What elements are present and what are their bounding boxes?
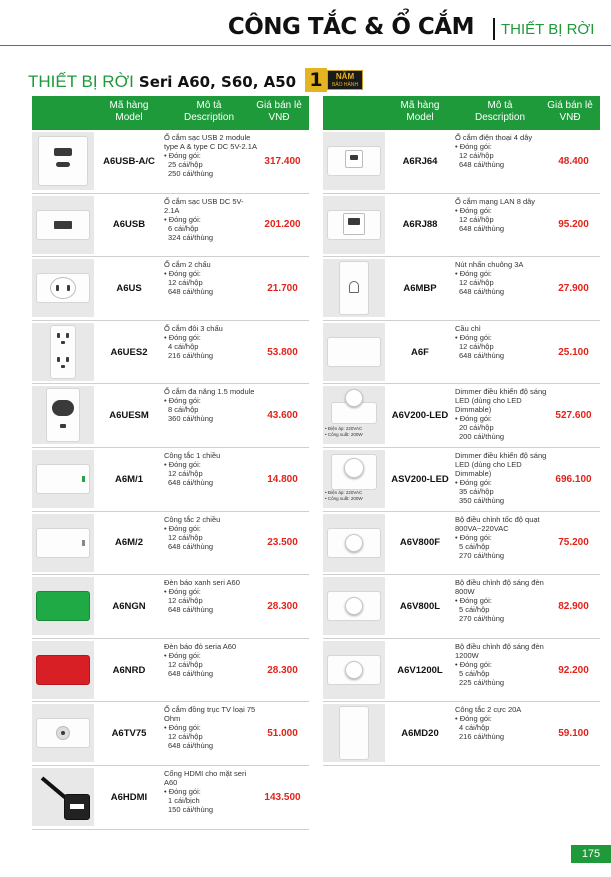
packing-label: • Đóng gói: — [164, 650, 201, 660]
two-pin-socket-icon — [32, 259, 94, 317]
pack-qty: 12 cái/hộp — [459, 341, 494, 351]
pack-qty: 12 cái/hộp — [168, 468, 203, 478]
case-qty: 225 cái/thùng — [459, 677, 505, 687]
case-qty: 250 cái/thùng — [168, 169, 214, 178]
packing-label: • Đóng gói: — [164, 523, 201, 533]
pack-qty: 12 cái/hộp — [168, 596, 203, 606]
col-model-header: Mã hàng Model — [400, 100, 440, 123]
title-divider — [493, 18, 495, 40]
section-series: Seri A60, S60, A50 — [138, 73, 297, 91]
case-qty: 324 cái/thùng — [168, 232, 214, 242]
retail-price: 95.200 — [558, 219, 589, 231]
model-code: A6V1200L — [397, 664, 443, 676]
double-three-pin-socket-icon — [32, 323, 94, 381]
header-rule — [0, 45, 611, 46]
warranty-label-box — [327, 70, 363, 90]
model-code: A6NRD — [112, 664, 146, 676]
model-code: A6USB-A/C — [103, 155, 155, 167]
model-code: A6RJ88 — [402, 219, 438, 231]
product-name: Ổ cắm đôi 3 chấu — [164, 323, 223, 333]
product-description — [164, 451, 258, 487]
lan-jack-icon — [323, 196, 385, 254]
page-header — [0, 14, 611, 44]
product-description — [164, 769, 258, 814]
product-row — [323, 321, 600, 385]
product-name: Đèn báo đỏ seria A60 — [164, 641, 237, 651]
section-label: THIẾT BỊ RỜI — [28, 72, 134, 91]
product-description — [455, 515, 549, 560]
light-dimmer-800w-icon — [323, 577, 385, 635]
product-name: Đèn báo xanh seri A60 — [164, 578, 240, 588]
packing-label: • Đóng gói: — [164, 269, 201, 279]
case-qty: 648 cái/thùng — [168, 605, 214, 615]
case-qty: 648 cái/thùng — [459, 160, 505, 169]
pack-qty: 12 cái/hộp — [459, 278, 494, 288]
model-code: A6HDMI — [110, 791, 148, 803]
two-way-switch-icon — [32, 514, 94, 572]
product-row — [32, 130, 309, 194]
retail-price: 43.600 — [267, 410, 298, 422]
packing-label: • Đóng gói: — [164, 151, 201, 160]
power-note: • Công suất: 200W — [325, 432, 363, 438]
packing-label: • Đóng gói: — [164, 332, 201, 342]
retail-price: 696.100 — [555, 473, 592, 485]
product-description — [164, 705, 258, 750]
one-way-switch-icon — [32, 450, 94, 508]
case-qty: 648 cái/thùng — [168, 477, 214, 487]
retail-price: 28.300 — [267, 600, 298, 612]
product-row — [32, 194, 309, 258]
col-price-header: Giá bán lẻ VNĐ — [256, 100, 302, 123]
case-qty: 270 cái/thùng — [459, 614, 505, 624]
model-code: A6V800L — [399, 600, 441, 612]
table-header — [323, 96, 600, 130]
model-code: A6MD20 — [401, 728, 439, 740]
case-qty: 150 cái/thùng — [168, 804, 214, 814]
col-price-header: Giá bán lẻ VNĐ — [547, 100, 593, 123]
packing-label: • Đóng gói: — [164, 459, 201, 469]
product-row — [32, 575, 309, 639]
case-qty: 270 cái/thùng — [459, 550, 505, 560]
phone-jack-icon — [323, 132, 385, 190]
spec-notes — [325, 490, 363, 502]
case-qty: 648 cái/thùng — [168, 541, 214, 551]
case-qty: 648 cái/thùng — [459, 287, 505, 297]
packing-label: • Đóng gói: — [455, 142, 492, 151]
pack-qty: 1 cái/bịch — [168, 795, 200, 805]
product-table-right — [323, 96, 600, 766]
product-name: Dimmer điều khiển độ sáng LED (dùng cho LED Dimmable) — [455, 450, 547, 478]
spec-notes — [325, 426, 363, 438]
case-qty: 648 cái/thùng — [168, 287, 214, 297]
pack-qty: 20 cái/hộp — [459, 423, 494, 433]
retail-price: 75.200 — [558, 537, 589, 549]
table-header — [32, 96, 309, 130]
product-description — [455, 387, 549, 441]
col-desc-header: Mô tả Description — [474, 100, 526, 123]
retail-price: 317.400 — [264, 155, 301, 167]
packing-label: • Đóng gói: — [455, 205, 492, 215]
model-code: A6TV75 — [111, 728, 147, 740]
product-row — [32, 702, 309, 766]
product-name: Dimmer điều khiển độ sáng LED (dùng cho LED Dimmable) — [455, 387, 547, 415]
product-name: Ổ cắm 2 chấu — [164, 260, 211, 270]
voltage-note: • Điện áp: 220VAC — [325, 489, 363, 495]
warranty-years: 1 — [305, 68, 327, 92]
case-qty: 360 cái/thùng — [168, 414, 214, 424]
model-code: A6UES2 — [110, 346, 148, 358]
product-name: Cổng HDMI cho mặt seri A60 — [164, 768, 247, 787]
product-row — [32, 448, 309, 512]
model-code: A6V800F — [399, 537, 441, 549]
product-name: Ổ cắm đa năng 1.5 module — [164, 387, 255, 397]
packing-label: • Đóng gói: — [164, 214, 201, 224]
packing-label: • Đóng gói: — [455, 477, 492, 487]
product-row — [32, 321, 309, 385]
retail-price: 82.900 — [558, 600, 589, 612]
product-row — [323, 257, 600, 321]
power-note: • Công suất: 200W — [325, 495, 363, 501]
pack-qty: 8 cái/hộp — [168, 405, 199, 415]
product-row — [323, 575, 600, 639]
pack-qty: 12 cái/hộp — [459, 214, 494, 224]
warranty-text: BẢO HÀNH — [331, 82, 359, 88]
product-description — [164, 642, 258, 678]
product-description — [164, 260, 258, 296]
product-row — [32, 257, 309, 321]
retail-price: 27.900 — [558, 282, 589, 294]
retail-price: 59.100 — [558, 728, 589, 740]
pack-qty: 12 cái/hộp — [168, 659, 203, 669]
page-title: CÔNG TẮC & Ổ CẮM — [227, 14, 474, 40]
packing-label: • Đóng gói: — [455, 596, 492, 606]
pack-qty: 12 cái/hộp — [168, 532, 203, 542]
product-name: Nút nhấn chuông 3A — [455, 260, 524, 270]
product-row — [32, 512, 309, 576]
product-name: Ổ cắm điện thoại 4 dây — [455, 133, 533, 142]
retail-price: 51.000 — [267, 728, 298, 740]
product-name: Công tắc 1 chiều — [164, 450, 221, 460]
packing-label: • Đóng gói: — [164, 723, 201, 733]
case-qty: 648 cái/thùng — [168, 741, 214, 751]
pack-qty: 4 cái/hộp — [459, 723, 490, 733]
packing-label: • Đóng gói: — [455, 532, 492, 542]
product-description — [164, 133, 258, 178]
universal-socket-icon — [32, 386, 94, 444]
pack-qty: 12 cái/hộp — [459, 151, 494, 160]
packing-label: • Đóng gói: — [455, 714, 492, 724]
packing-label: • Đóng gói: — [455, 332, 492, 342]
packing-label: • Đóng gói: — [455, 659, 492, 669]
round-led-dimmer-icon — [323, 450, 385, 508]
fuse-icon — [323, 323, 385, 381]
model-code: A6US — [116, 282, 142, 294]
product-table-left — [32, 96, 309, 830]
hdmi-port-icon — [32, 768, 94, 826]
pack-qty: 12 cái/hộp — [168, 732, 203, 742]
product-description — [455, 642, 549, 687]
led-dimmer-icon — [323, 386, 385, 444]
retail-price: 53.800 — [267, 346, 298, 358]
case-qty: 648 cái/thùng — [459, 350, 505, 360]
retail-price: 143.500 — [264, 791, 301, 803]
product-description — [455, 451, 549, 505]
product-description — [164, 515, 258, 551]
pack-qty: 35 cái/hộp — [459, 486, 494, 496]
product-description — [455, 133, 549, 169]
voltage-note: • Điện áp: 220VAC — [325, 426, 363, 432]
warranty-badge — [305, 68, 363, 92]
product-row — [323, 702, 600, 766]
model-code: A6M/2 — [115, 537, 143, 549]
case-qty: 648 cái/thùng — [459, 223, 505, 233]
model-code: A6MBP — [403, 282, 437, 294]
usb-ac-socket-icon — [32, 132, 94, 190]
retail-price: 14.800 — [267, 473, 298, 485]
model-code: A6V200-LED — [391, 410, 449, 422]
product-name: Bộ điều chỉnh độ sáng đèn 800W — [455, 578, 544, 597]
product-name: Ổ cắm đồng trục TV loại 75 Ohm — [164, 705, 256, 724]
packing-label: • Đóng gói: — [164, 587, 201, 597]
page-subtitle: THIẾT BỊ RỜI — [501, 21, 595, 38]
case-qty: 200 cái/thùng — [459, 432, 505, 442]
product-row — [32, 639, 309, 703]
bell-push-button-icon — [323, 259, 385, 317]
retail-price: 21.700 — [267, 282, 298, 294]
warranty-unit: NĂM — [335, 72, 355, 81]
product-name: Ổ cắm sạc USB DC 5V-2.1A — [164, 196, 244, 215]
product-name: Cầu chì — [455, 323, 481, 333]
product-name: Ổ cắm mạng LAN 8 dây — [455, 196, 536, 206]
product-row — [32, 384, 309, 448]
pack-qty: 12 cái/hộp — [168, 278, 203, 288]
product-description — [455, 705, 549, 741]
green-indicator-icon — [32, 577, 94, 635]
product-row — [323, 384, 600, 448]
case-qty: 350 cái/thùng — [459, 495, 505, 505]
retail-price: 25.100 — [558, 346, 589, 358]
product-description — [164, 197, 258, 242]
red-indicator-icon — [32, 641, 94, 699]
packing-label: • Đóng gói: — [455, 414, 492, 424]
usb-socket-icon — [32, 196, 94, 254]
pack-qty: 25 cái/hộp — [168, 160, 203, 169]
case-qty: 216 cái/thùng — [168, 350, 214, 360]
model-code: A6UESM — [109, 410, 149, 422]
col-desc-header: Mô tả Description — [183, 100, 235, 123]
packing-label: • Đóng gói: — [455, 269, 492, 279]
retail-price: 92.200 — [558, 664, 589, 676]
double-pole-switch-icon — [323, 704, 385, 762]
page-number: 175 — [571, 845, 611, 863]
pack-qty: 5 cái/hộp — [459, 541, 490, 551]
packing-label: • Đóng gói: — [164, 786, 201, 796]
retail-price: 48.400 — [558, 155, 589, 167]
pack-qty: 6 cái/hộp — [168, 223, 199, 233]
product-name: Bộ điều chỉnh độ sáng đèn 1200W — [455, 641, 544, 660]
retail-price: 23.500 — [267, 537, 298, 549]
model-code: A6F — [411, 346, 429, 358]
product-row — [323, 448, 600, 512]
pack-qty: 5 cái/hộp — [459, 668, 490, 678]
model-code: A6NGN — [112, 600, 146, 612]
product-row — [323, 194, 600, 258]
product-description — [455, 324, 549, 360]
product-name: Công tắc 2 chiều — [164, 514, 221, 524]
section-heading — [28, 72, 296, 96]
model-code: A6RJ64 — [402, 155, 438, 167]
product-description — [455, 197, 549, 233]
product-name: Công tắc 2 cực 20A — [455, 705, 522, 715]
model-code: A6M/1 — [115, 473, 143, 485]
col-model-header: Mã hàng Model — [109, 100, 149, 123]
product-name: Bộ điều chỉnh tốc độ quạt 800VA~220VAC — [455, 514, 540, 533]
retail-price: 28.300 — [267, 664, 298, 676]
product-row — [323, 512, 600, 576]
product-description — [164, 578, 258, 614]
model-code: ASV200-LED — [391, 473, 449, 485]
product-description — [455, 578, 549, 623]
product-row — [323, 130, 600, 194]
product-description — [164, 387, 258, 423]
product-row — [32, 766, 309, 830]
retail-price: 201.200 — [264, 219, 301, 231]
product-name: Ổ cắm sạc USB 2 module type A & type C DC 5V-2.1A — [164, 133, 257, 151]
product-description — [164, 324, 258, 360]
case-qty: 216 cái/thùng — [459, 732, 505, 742]
retail-price: 527.600 — [555, 410, 592, 422]
case-qty: 648 cái/thùng — [168, 668, 214, 678]
pack-qty: 4 cái/hộp — [168, 341, 199, 351]
model-code: A6USB — [112, 219, 146, 231]
light-dimmer-1200w-icon — [323, 641, 385, 699]
product-description — [455, 260, 549, 296]
pack-qty: 5 cái/hộp — [459, 605, 490, 615]
packing-label: • Đóng gói: — [164, 396, 201, 406]
tv-coax-socket-icon — [32, 704, 94, 762]
fan-speed-controller-icon — [323, 514, 385, 572]
product-row — [323, 639, 600, 703]
